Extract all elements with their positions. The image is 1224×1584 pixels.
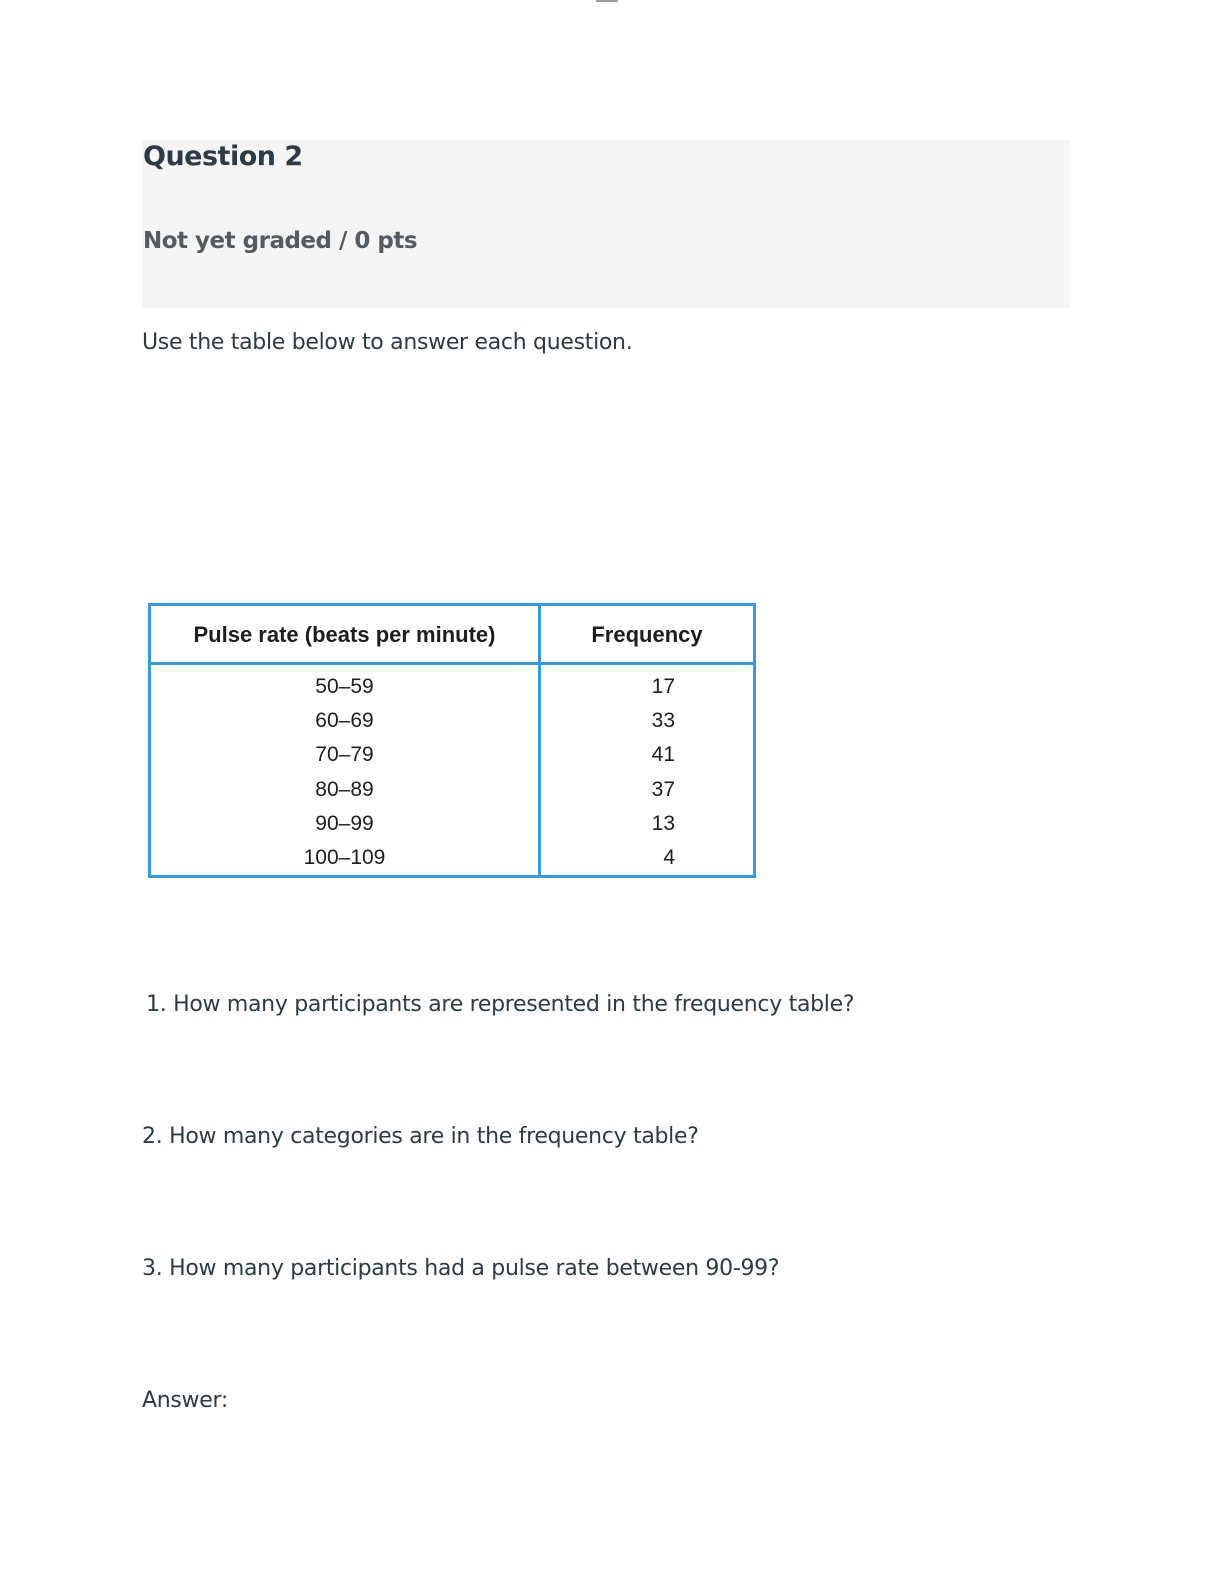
question-item-1: 1. How many participants are represented in the frequency table? <box>146 992 855 1017</box>
table-cell-frequency: 4 <box>663 845 675 869</box>
table-cell-frequency: 13 <box>651 811 675 835</box>
answer-label: Answer: <box>142 1388 228 1413</box>
table-cell-range: 50–59 <box>315 675 374 698</box>
table-cell-frequency: 41 <box>651 743 675 767</box>
page-top-mark <box>596 0 618 2</box>
table-header-divider <box>151 662 753 665</box>
table-cell-frequency: 17 <box>651 675 675 698</box>
question-item-3: 3. How many participants had a pulse rate between 90-99? <box>142 1256 780 1281</box>
instructions-text: Use the table below to answer each question. <box>142 330 633 355</box>
table-header-frequency: Frequency <box>591 622 703 647</box>
frequency-table <box>148 603 756 878</box>
question-score: Not yet graded / 0 pts <box>143 228 418 254</box>
table-cell-range: 60–69 <box>315 709 374 733</box>
table-cell-range: 80–89 <box>315 777 374 801</box>
table-cell-range: 100–109 <box>303 845 386 869</box>
table-cell-frequency: 33 <box>651 709 675 733</box>
question-title: Question 2 <box>143 141 303 172</box>
table-cell-frequency: 37 <box>651 777 675 801</box>
question-header <box>142 140 1070 308</box>
table-cell-range: 70–79 <box>315 743 374 767</box>
pulse-rate-column <box>151 675 538 880</box>
table-cell-range: 90–99 <box>315 811 374 835</box>
frequency-column <box>541 675 675 880</box>
table-header-pulse-rate: Pulse rate (beats per minute) <box>193 622 496 647</box>
question-item-2: 2. How many categories are in the frequency table? <box>142 1124 699 1149</box>
